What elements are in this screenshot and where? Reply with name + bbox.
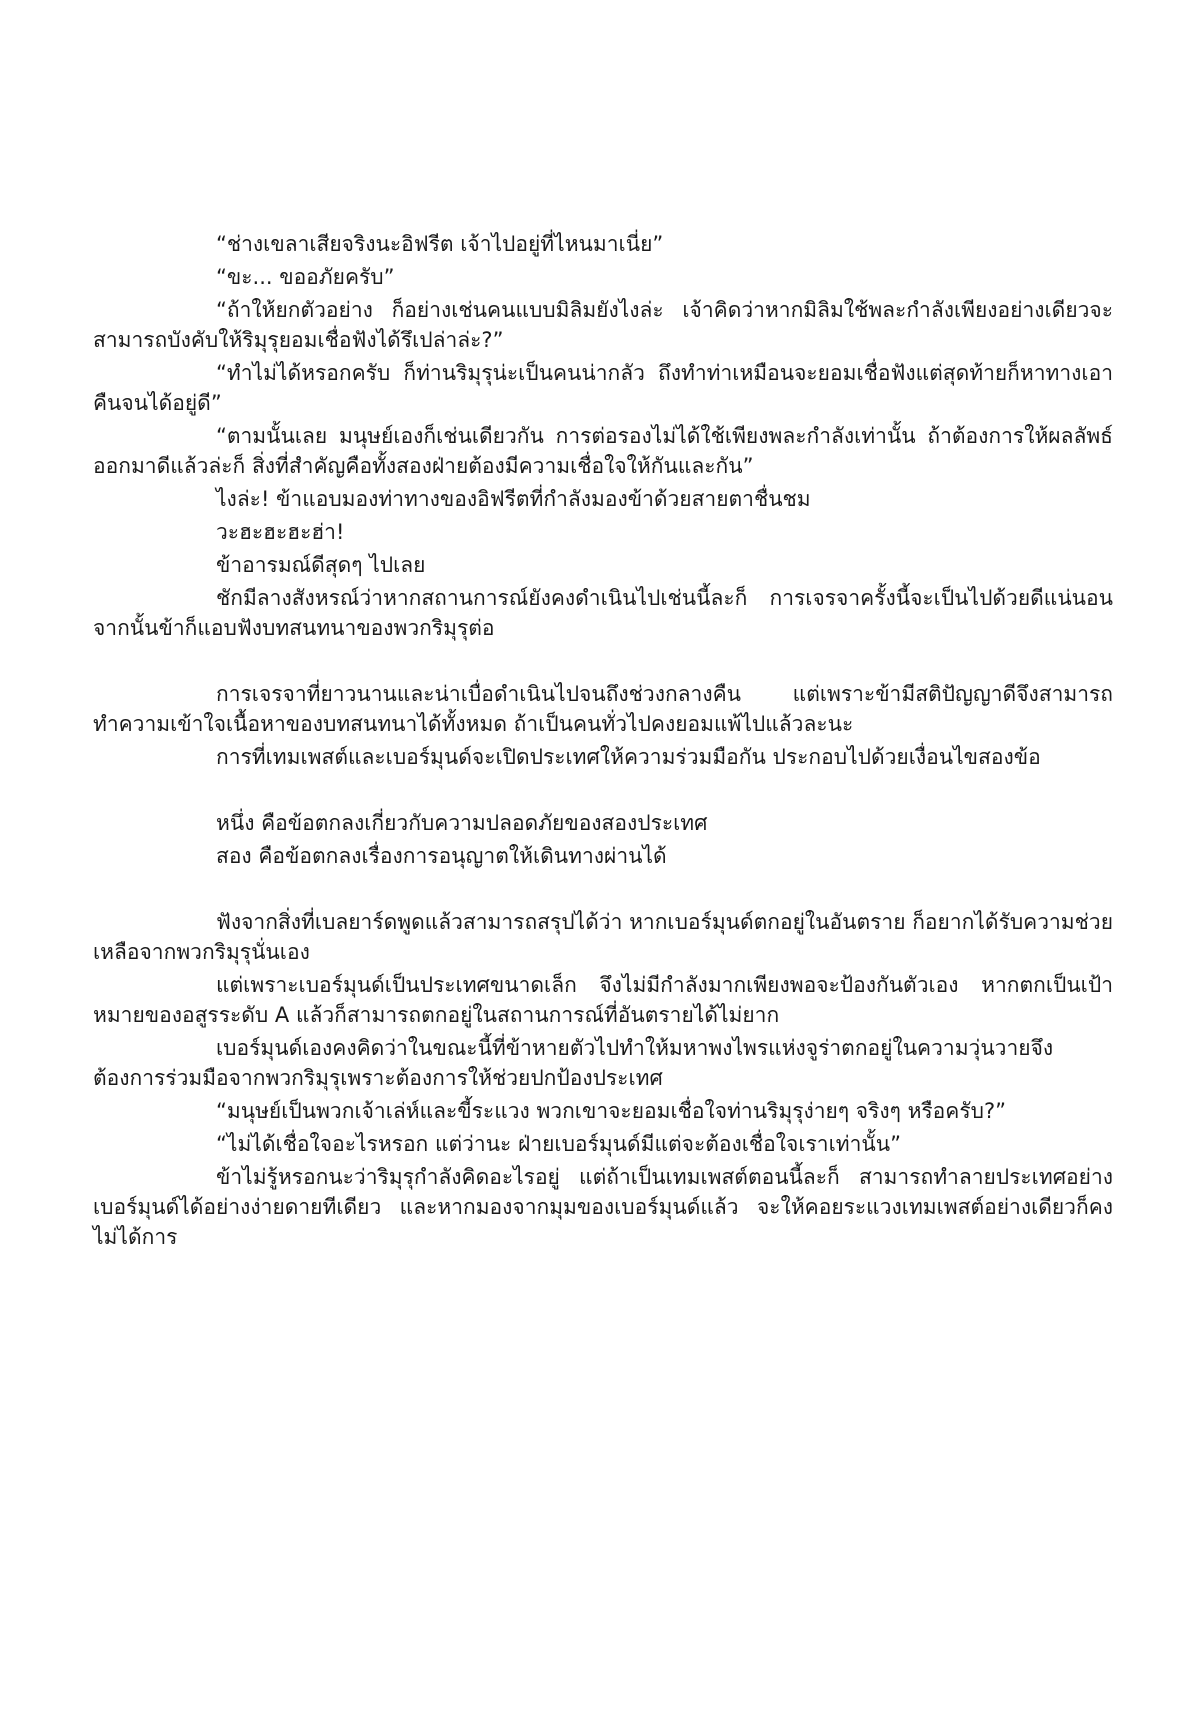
paragraph-13: สอง คือข้อตกลงเรื่องการอนุญาตให้เดินทางผ่านได้ bbox=[216, 844, 667, 868]
paragraph-2: “ขะ... ขออภัยครับ” bbox=[216, 265, 395, 289]
text-body bbox=[93, 229, 1113, 1255]
paragraph-1: “ช่างเขลาเสียจริงนะอิฟรีต เจ้าไปอยู่ที่ไหนมาเนี่ย” bbox=[216, 232, 664, 256]
paragraph-3: “ถ้าให้ยกตัวอย่าง ก็อย่างเช่นคนแบบมิลิมยังไงล่ะ เจ้าคิดว่าหากมิลิมใช้พละกำลังเพียงอย่างเดียวจะสามารถบังคับให้ริมุรุยอมเชื่อฟังได้รึเปล่าล่ะ?” bbox=[93, 298, 1113, 352]
paragraph-19: ข้าไม่รู้หรอกนะว่าริมุรุกำลังคิดอะไรอยู่ แต่ถ้าเป็นเทมเพสต์ตอนนี้ละก็ สามารถทำลายประเทศอย่างเบอร์มุนด์ได้อย่างง่ายดายทีเดียว และหากมองจากมุมของเบอร์มุนด์แล้ว จะให้คอยระแวงเทมเพสต์อย่างเดียวก็คงไม่ได้การ bbox=[93, 1165, 1113, 1249]
paragraph-18: “ไม่ได้เชื่อใจอะไรหรอก แต่ว่านะ ฝ่ายเบอร์มุนด์มีแต่จะต้องเชื่อใจเราเท่านั้น” bbox=[216, 1132, 902, 1156]
paragraph-12: หนึ่ง คือข้อตกลงเกี่ยวกับความปลอดภัยของสองประเทศ bbox=[216, 811, 708, 835]
paragraph-10: การเจรจาที่ยาวนานและน่าเบื่อดำเนินไปจนถึงช่วงกลางคืน แต่เพราะข้ามีสติปัญญาดีจึงสามารถทำความเข้าใจเนื้อหาของบทสนทนาได้ทั้งหมด ถ้าเป็นคนทั่วไปคงยอมแพ้ไปแล้วละนะ bbox=[93, 682, 1113, 736]
paragraph-17: “มนุษย์เป็นพวกเจ้าเล่ห์และขี้ระแวง พวกเขาจะยอมเชื่อใจท่านริมุรุง่ายๆ จริงๆ หรือครับ?” bbox=[216, 1099, 1006, 1123]
paragraph-11: การที่เทมเพสต์และเบอร์มุนด์จะเปิดประเทศให้ความร่วมมือกัน ประกอบไปด้วยเงื่อนไขสองข้อ bbox=[216, 745, 1041, 769]
paragraph-5: “ตามนั้นเลย มนุษย์เองก็เช่นเดียวกัน การต่อรองไม่ได้ใช้เพียงพละกำลังเท่านั้น ถ้าต้องการให้ผลลัพธ์ออกมาดีแล้วล่ะก็ สิ่งที่สำคัญคือทั้งสองฝ่ายต้องมีความเชื่อใจให้กันและกัน” bbox=[93, 424, 1113, 478]
paragraph-8: ข้าอารมณ์ดีสุดๆ ไปเลย bbox=[216, 553, 426, 577]
paragraph-15: แต่เพราะเบอร์มุนด์เป็นประเทศขนาดเล็ก จึงไม่มีกำลังมากเพียงพอจะป้องกันตัวเอง หากตกเป็นเป้าหมายของอสูรระดับ A แล้วก็สามารถตกอยู่ในสถานการณ์ที่อันตรายได้ไม่ยาก bbox=[93, 973, 1113, 1027]
paragraph-4: “ทำไม่ได้หรอกครับ ก็ท่านริมุรุน่ะเป็นคนน่ากลัว ถึงทำท่าเหมือนจะยอมเชื่อฟังแต่สุดท้ายก็หาทางเอาคืนจนได้อยู่ดี” bbox=[93, 361, 1113, 415]
paragraph-16: เบอร์มุนด์เองคงคิดว่าในขณะนี้ที่ข้าหายตัวไปทำให้มหาพงไพรแห่งจูร่าตกอยู่ในความวุ่นวายจึงต้องการร่วมมือจากพวกริมุรุเพราะต้องการให้ช่วยปกป้องประเทศ bbox=[93, 1036, 1054, 1090]
paragraph-6: ไงล่ะ! ข้าแอบมองท่าทางของอิฟรีตที่กำลังมองข้าด้วยสายตาชื่นชม bbox=[216, 487, 811, 511]
paragraph-9: ชักมีลางสังหรณ์ว่าหากสถานการณ์ยังคงดำเนินไปเช่นนี้ละก็ การเจรจาครั้งนี้จะเป็นไปด้วยดีแน่นอนจากนั้นข้าก็แอบฟังบทสนทนาของพวกริมุรุต่อ bbox=[93, 586, 1113, 640]
paragraph-7: วะฮะฮะฮะฮ่า! bbox=[216, 520, 345, 544]
paragraph-14: ฟังจากสิ่งที่เบลยาร์ดพูดแล้วสามารถสรุปได้ว่า หากเบอร์มุนด์ตกอยู่ในอันตราย ก็อยากได้รับความช่วยเหลือจากพวกริมุรุนั่นเอง bbox=[93, 910, 1113, 964]
